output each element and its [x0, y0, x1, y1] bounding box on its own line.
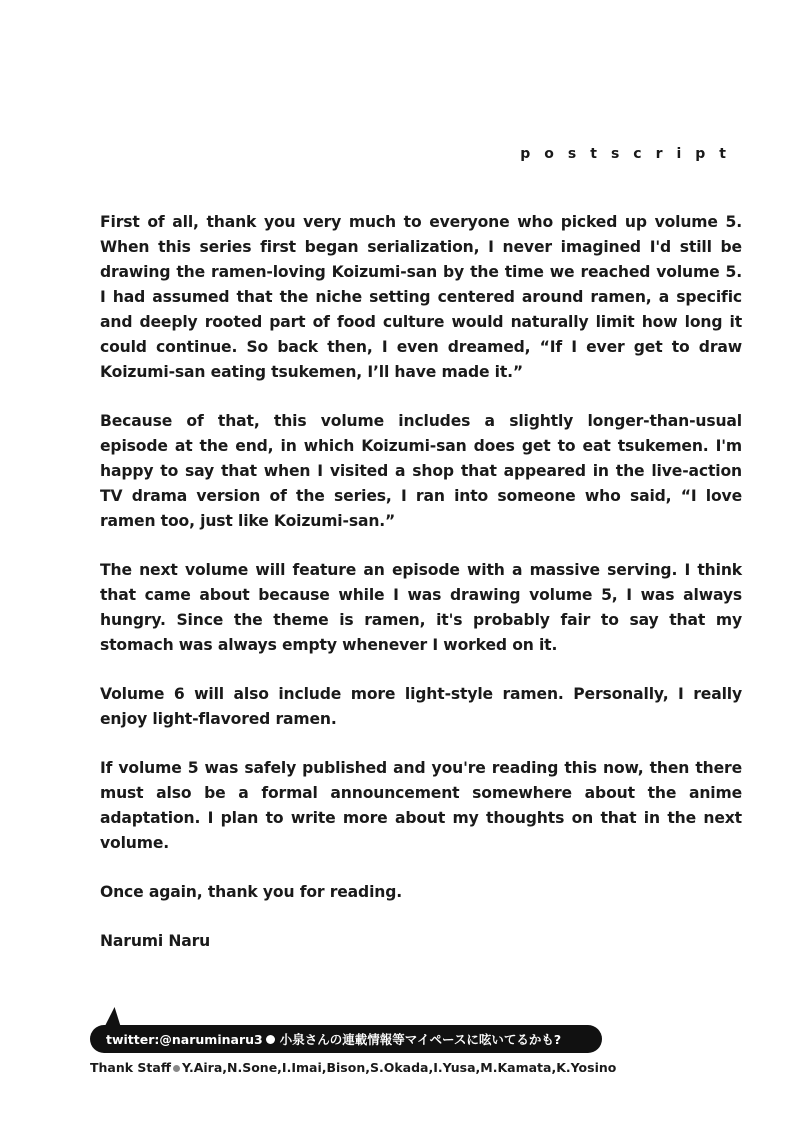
twitter-note: 小泉さんの連載情報等マイペースに呟いてるかも? [279, 1032, 562, 1047]
staff-label: Thank Staff [90, 1060, 171, 1075]
page-title: postscript [520, 146, 740, 162]
postscript-body [100, 210, 742, 978]
bullet-dot-icon [266, 1035, 275, 1044]
staff-names: Y.Aira,N.Sone,I.Imai,Bison,S.Okada,I.Yusa,M.Kamata,K.Yosino [181, 1060, 617, 1075]
paragraph-5: If volume 5 was safely published and you're reading this now, then there must also be a formal announcement somewhere about the anime adaptation. I plan to write more about my thoughts on that in the next volume. [100, 759, 742, 852]
staff-credits [90, 1060, 730, 1075]
twitter-speech-bubble [90, 1025, 602, 1053]
paragraph-2: Because of that, this volume includes a slightly longer-than-usual episode at the end, in which Koizumi-san does get to eat tsukemen. I'm happy to say that when I visited a shop that appeared in the live-action TV drama version of the series, I ran into someone who said, “I love ramen too, just like Koizumi-san.” [100, 412, 742, 530]
twitter-handle: twitter:@naruminaru3 [106, 1031, 263, 1047]
paragraph-4: Volume 6 will also include more light-style ramen. Personally, I really enjoy light-flavored ramen. [100, 685, 742, 728]
paragraph-3: The next volume will feature an episode with a massive serving. I think that came about because while I was drawing volume 5, I was always hungry. Since the theme is ramen, it's probably fair to say that my stomach was always empty whenever I worked on it. [100, 561, 742, 654]
author-signature: Narumi Naru [100, 932, 211, 950]
paragraph-6: Once again, thank you for reading. [100, 883, 403, 901]
bullet-dot-icon [173, 1065, 180, 1072]
paragraph-1: First of all, thank you very much to everyone who picked up volume 5. When this series first began serialization, I never imagined I'd still be drawing the ramen-loving Koizumi-san by the time we reached volume 5. I had assumed that the niche setting centered around ramen, a specific and deeply rooted part of food culture would naturally limit how long it could continue. So back then, I even dreamed, “If I ever get to draw Koizumi-san eating tsukemen, I’ll have made it.” [100, 213, 742, 381]
